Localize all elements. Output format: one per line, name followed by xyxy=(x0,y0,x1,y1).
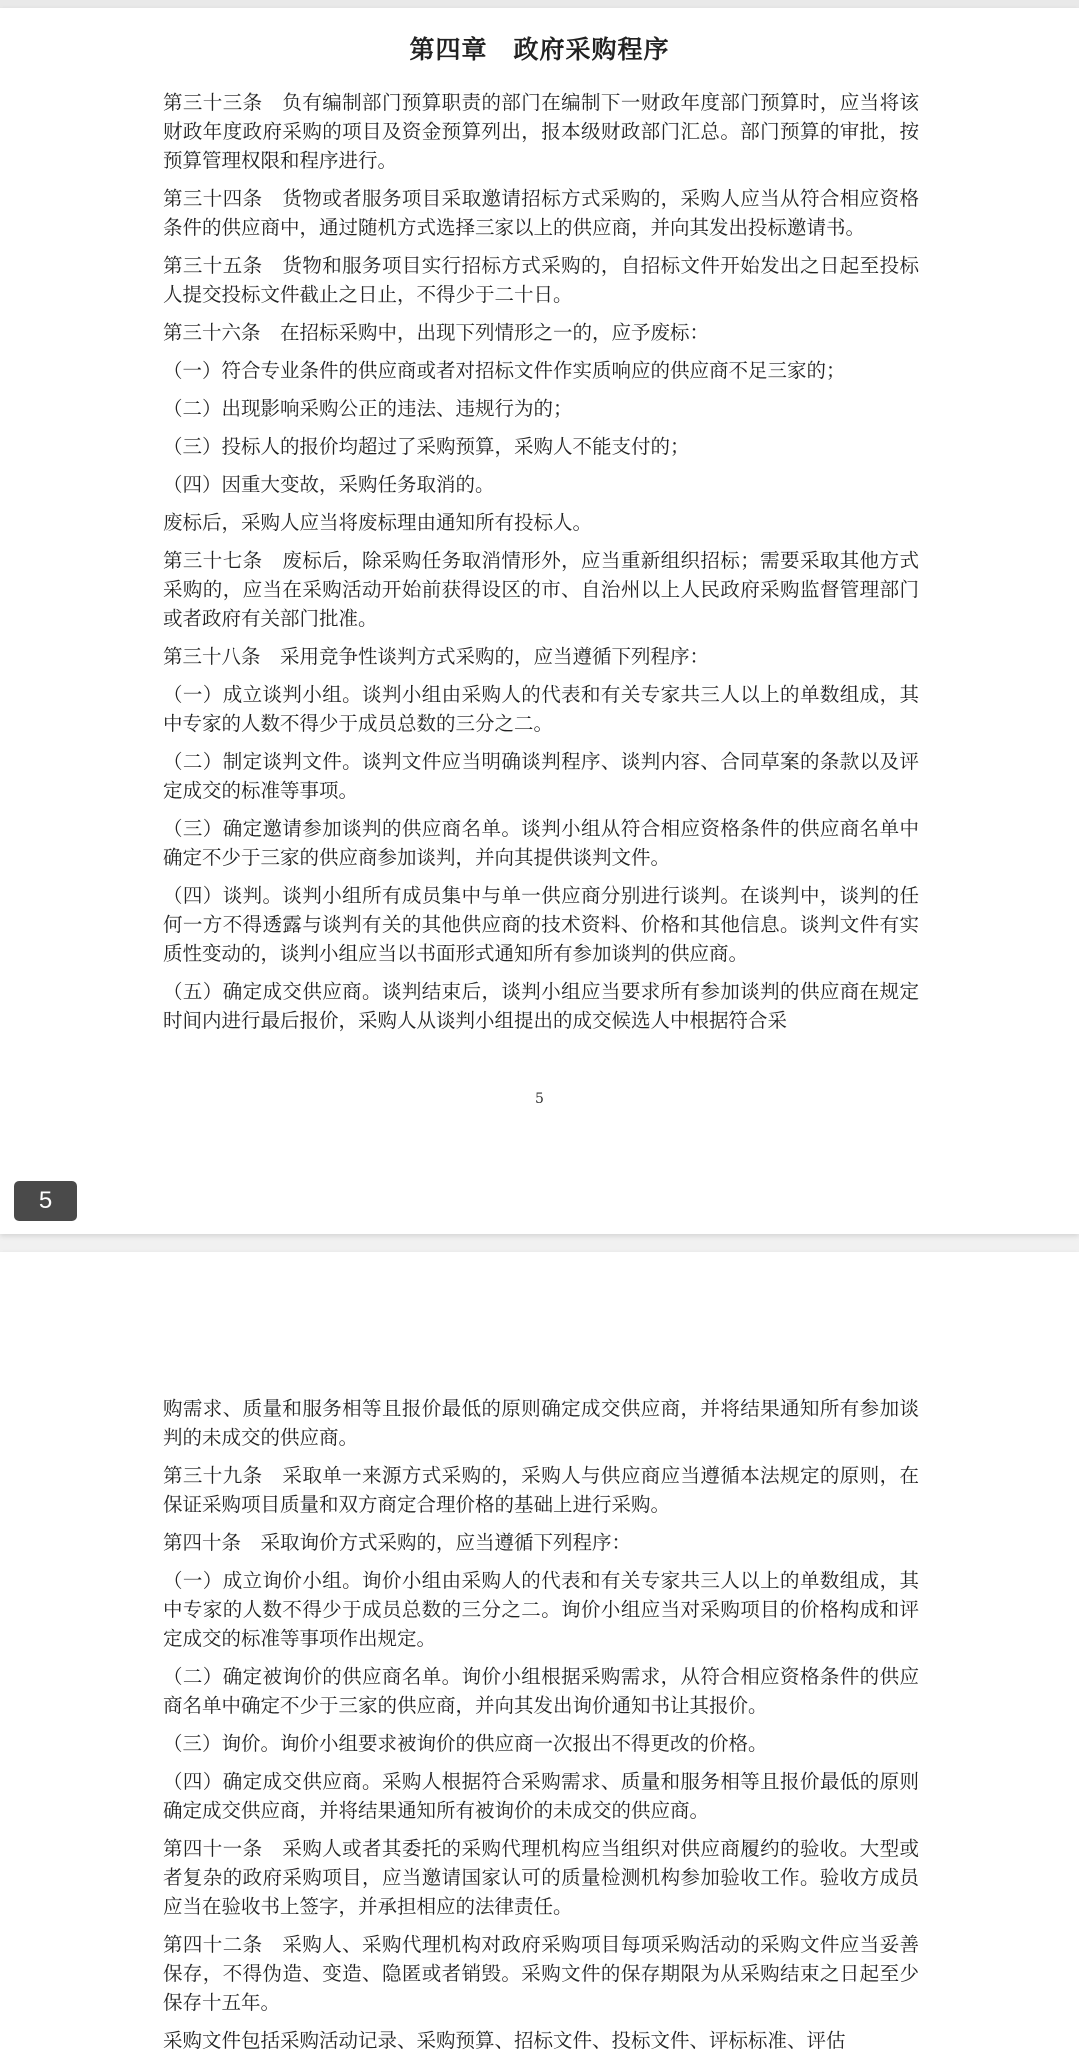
article-paragraph: （一）成立谈判小组。谈判小组由采购人的代表和有关专家共三人以上的单数组成，其中专家的人数不得少于成员总数的三分之二。 xyxy=(163,683,919,735)
article-paragraph: 第三十四条 货物或者服务项目采取邀请招标方式采购的，采购人应当从符合相应资格条件的供应商中，通过随机方式选择三家以上的供应商，并向其发出投标邀请书。 xyxy=(163,187,919,239)
page-footer-number: 5 xyxy=(535,1091,544,1107)
article-paragraph: 第四十条 采取询价方式采购的，应当遵循下列程序： xyxy=(163,1531,632,1554)
article-paragraph: （二）制定谈判文件。谈判文件应当明确谈判程序、谈判内容、合同草案的条款以及评定成交的标准等事项。 xyxy=(163,750,919,802)
article-paragraph: （二）确定被询价的供应商名单。询价小组根据采购需求，从符合相应资格条件的供应商名单中确定不少于三家的供应商，并向其发出询价通知书让其报价。 xyxy=(163,1665,919,1717)
page-body-text xyxy=(163,88,919,1044)
article-paragraph: 第四十一条 采购人或者其委托的采购代理机构应当组织对供应商履约的验收。大型或者复杂的政府采购项目，应当邀请国家认可的质量检测机构参加验收工作。验收方成员应当在验收书上签字，并承担相应的法律责任。 xyxy=(163,1837,919,1918)
article-paragraph: （四）谈判。谈判小组所有成员集中与单一供应商分别进行谈判。在谈判中，谈判的任何一方不得透露与谈判有关的其他供应商的技术资料、价格和其他信息。谈判文件有实质性变动的，谈判小组应当以书面形式通知所有参加谈判的供应商。 xyxy=(163,884,919,965)
article-paragraph: 废标后，采购人应当将废标理由通知所有投标人。 xyxy=(163,511,593,534)
article-paragraph: 第三十六条 在招标采购中，出现下列情形之一的，应予废标： xyxy=(163,321,710,344)
article-paragraph: （五）确定成交供应商。谈判结束后，谈判小组应当要求所有参加谈判的供应商在规定时间内进行最后报价，采购人从谈判小组提出的成交候选人中根据符合采 xyxy=(163,980,919,1032)
article-paragraph: 采购文件包括采购活动记录、采购预算、招标文件、投标文件、评标标准、评估 xyxy=(163,2029,846,2052)
article-paragraph: （四）因重大变故，采购任务取消的。 xyxy=(163,473,495,496)
page-number-badge: 5 xyxy=(14,1181,77,1221)
article-paragraph: （一）符合专业条件的供应商或者对招标文件作实质响应的供应商不足三家的； xyxy=(163,359,846,382)
document-page-6 xyxy=(0,1252,1079,2055)
article-paragraph: 购需求、质量和服务相等且报价最低的原则确定成交供应商，并将结果通知所有参加谈判的未成交的供应商。 xyxy=(163,1397,919,1449)
viewer-top-strip xyxy=(0,0,1079,8)
article-paragraph: 第三十九条 采取单一来源方式采购的，采购人与供应商应当遵循本法规定的原则，在保证采购项目质量和双方商定合理价格的基础上进行采购。 xyxy=(163,1464,919,1516)
article-paragraph: （二）出现影响采购公正的违法、违规行为的； xyxy=(163,397,573,420)
article-paragraph: 第三十七条 废标后，除采购任务取消情形外，应当重新组织招标；需要采取其他方式采购的，应当在采购活动开始前获得设区的市、自治州以上人民政府采购监督管理部门或者政府有关部门批准。 xyxy=(163,549,919,630)
article-paragraph: 第三十五条 货物和服务项目实行招标方式采购的，自招标文件开始发出之日起至投标人提交投标文件截止之日止，不得少于二十日。 xyxy=(163,254,919,306)
article-paragraph: 第四十二条 采购人、采购代理机构对政府采购项目每项采购活动的采购文件应当妥善保存，不得伪造、变造、隐匿或者销毁。采购文件的保存期限为从采购结束之日起至少保存十五年。 xyxy=(163,1933,919,2014)
chapter-title: 第四章 政府采购程序 xyxy=(409,35,670,64)
document-page-5 xyxy=(0,8,1079,1234)
article-paragraph: （三）确定邀请参加谈判的供应商名单。谈判小组从符合相应资格条件的供应商名单中确定不少于三家的供应商参加谈判，并向其提供谈判文件。 xyxy=(163,817,919,869)
article-paragraph: 第三十八条 采用竞争性谈判方式采购的，应当遵循下列程序： xyxy=(163,645,710,668)
article-paragraph: （三）投标人的报价均超过了采购预算，采购人不能支付的； xyxy=(163,435,690,458)
page-body-text xyxy=(163,1394,919,2055)
article-paragraph: （三）询价。询价小组要求被询价的供应商一次报出不得更改的价格。 xyxy=(163,1732,768,1755)
article-paragraph: （四）确定成交供应商。采购人根据符合采购需求、质量和服务相等且报价最低的原则确定成交供应商，并将结果通知所有被询价的未成交的供应商。 xyxy=(163,1770,919,1822)
article-paragraph: （一）成立询价小组。询价小组由采购人的代表和有关专家共三人以上的单数组成，其中专家的人数不得少于成员总数的三分之二。询价小组应当对采购项目的价格构成和评定成交的标准等事项作出规定。 xyxy=(163,1569,919,1650)
article-paragraph: 第三十三条 负有编制部门预算职责的部门在编制下一财政年度部门预算时，应当将该财政年度政府采购的项目及资金预算列出，报本级财政部门汇总。部门预算的审批，按预算管理权限和程序进行。 xyxy=(163,91,919,172)
